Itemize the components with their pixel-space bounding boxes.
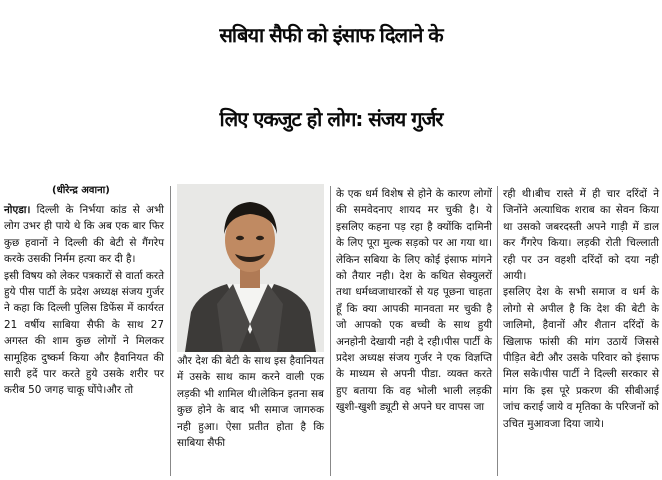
column-divider <box>330 186 331 476</box>
column-1-paragraph-2: इसी विषय को लेकर पत्रकारों से वार्ता करते हुये पीस पार्टी के प्रदेश अध्यक्ष संजय गुर्जर ने कहा कि दिल्ली पुलिस डिफेंस में कार्यरत 21 वर्षीय साबिया सैफी के साथ 27 अगस्त की शाम कुछ लोगों ने मिलकर सामूहिक दुष्कर्म किया और हैवानियत की सारी हदें पार करते हुये उसके शरीर पर करीब 50 जगह चाकू घोंपे।और तो <box>4 269 164 397</box>
portrait-illustration <box>177 184 324 352</box>
column-4-paragraph-2: इसलिए देश के सभी समाज व धर्म के लोगो से अपील है कि देश की बेटी के जालिमो, हैवानों और शैतान दरिंदों के खिलाफ फांसी की मांग उठायें जिससे पीड़ित बेटी और उसके परिवार को इंसाफ मिल सके।पीस पार्टी ने दिल्ली सरकार से मांग कि इस पूरे प्रकरण की सीबीआई जांच कराई जाये व मृतिका के परिजनों को उचित मुआवजा दिया जाये। <box>503 286 659 430</box>
column-4-paragraph-1: रही थी।बीच रास्ते में ही चार दरिंदों ने जिनोंने अत्याधिक शराब का सेवन किया था उसको जबरदस्ती अपने गाड़ी में डाल कर गैंगरेप किया। लड़की रोती चिल्लाती रही पर उन वहशी दरिंदों को दया नही आयी। <box>503 188 659 283</box>
article-column-4 <box>503 186 659 432</box>
column-2-paragraph: और देश की बेटी के साथ इस हैवानियत में उसके साथ काम करने वाली एक लड़की भी शामिल थी।लेकिन इतना सब कुछ होने के बाद भी समाज जागरुक नही हुआ। ऐसा प्रतीत होता है कि साबिया सैफी <box>177 355 324 450</box>
column-1-paragraph-1 <box>4 202 164 268</box>
column-divider <box>170 186 171 476</box>
article-column-2 <box>177 353 324 451</box>
column-1-text-1: दिल्ली के निर्भया कांड से अभी लोग उभर ही पाये थे कि अब एक बार फिर कुछ हवानों ने दिल्ली की बेटी से गैंगरेप करके उसकी निर्मम हत्या कर दी है। <box>4 204 164 266</box>
portrait-photo <box>177 184 324 352</box>
article-column-3 <box>336 186 492 416</box>
column-divider <box>497 186 498 476</box>
column-3-paragraph: के एक धर्म विशेष से होने के कारण लोगों की समवेदनाए शायद मर चुकी है। ये इसलिए कहना पड़ रहा है क्योंकि दामिनी के लिए पूरा मुल्क सड़को पर आ गया था। लेकिन सबिया के लिए कोई इंसाफ मांगने को तैयार नही। देश के कथित सेक्युलरों तथा धर्मध्वजाधारकों से यह पूछना चाहता हूँ कि क्या आपकी मानवता मर चुकी है जो आपको एक बच्ची के साथ हुयी अनहोनी देखायी नही दे रही।पीस पार्टी के प्रदेश अध्यक्ष संजय गुर्जर ने एक विज्ञप्ति के माध्यम से अपनी पीडा. व्यक्त करते हुए बताया कि वह भोली भाली लड़की खुशी-खुशी ड्यूटी से अपने घर वापस जा <box>336 188 492 414</box>
headline-line-1: सबिया सैफी को इंसाफ दिलाने के <box>219 23 443 47</box>
dateline: नोएडा। <box>4 204 31 216</box>
headline-line-2: लिए एकजुट हो लोग: संजय गुर्जर <box>219 107 443 131</box>
article-column-1 <box>4 202 164 399</box>
byline: (धीरेन्द्र अवाना) <box>52 185 110 196</box>
